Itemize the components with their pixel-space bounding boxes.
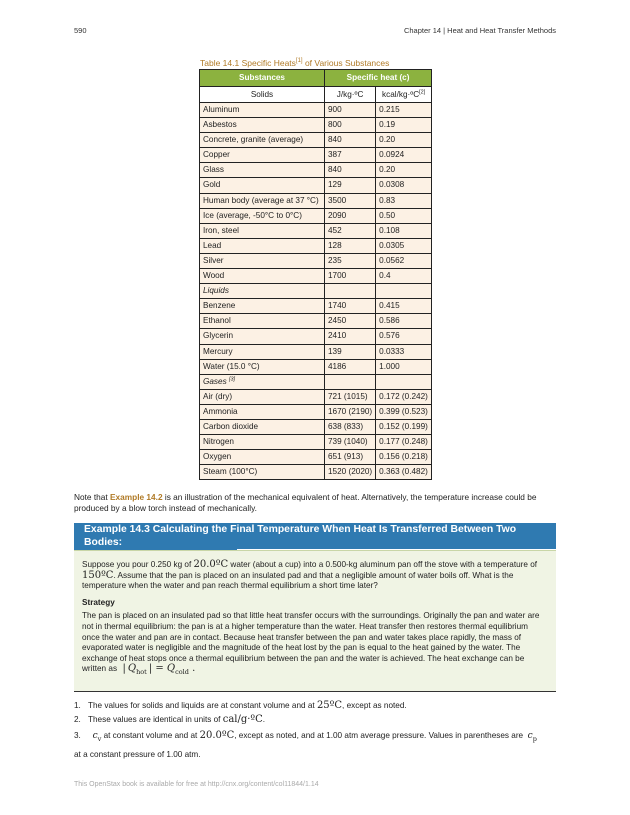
kcal-value-cell: 0.20 — [376, 133, 432, 148]
j-value-cell: 3500 — [325, 193, 376, 208]
substance-cell: Liquids — [200, 284, 325, 299]
table-row — [200, 223, 432, 238]
substance-cell: Human body (average at 37 °C) — [200, 193, 325, 208]
j-value-cell: 638 (833) — [325, 419, 376, 434]
example-title: Example 14.3 Calculating the Final Temperature When Heat Is Transferred Between Two Bodies: — [74, 523, 556, 562]
subheader-j-unit: J/kg·ºC — [325, 87, 376, 103]
j-value-cell: 1700 — [325, 269, 376, 284]
j-value-cell: 739 (1040) — [325, 435, 376, 450]
kcal-value-cell: 0.399 (0.523) — [376, 404, 432, 419]
subheader-solids: Solids — [200, 87, 325, 103]
table-row — [200, 133, 432, 148]
kcal-value-cell: 0.0562 — [376, 253, 432, 268]
j-value-cell: 840 — [325, 163, 376, 178]
substance-cell: Benzene — [200, 299, 325, 314]
j-value-cell: 1520 (2020) — [325, 465, 376, 480]
chapter-header: Chapter 14 | Heat and Heat Transfer Methods — [403, 26, 556, 35]
footnote-link-1[interactable]: [1] — [295, 58, 303, 65]
table-row — [200, 344, 432, 359]
table-row — [200, 118, 432, 133]
kcal-value-cell: 0.156 (0.218) — [376, 450, 432, 465]
table-row — [200, 163, 432, 178]
substance-cell: Glycerin — [200, 329, 325, 344]
j-value-cell: 4186 — [325, 359, 376, 374]
j-value-cell: 651 (913) — [325, 450, 376, 465]
table-row — [200, 374, 432, 389]
kcal-value-cell: 0.576 — [376, 329, 432, 344]
note-paragraph: Note that Example 14.2 is an illustration of the mechanical equivalent of heat. Alternatively, the temperature increase could be produced by a blow torch instead of mechanically. — [74, 492, 537, 513]
example-problem: Suppose you pour 0.250 kg of 20.0ºC water (about a cup) into a 0.500-kg aluminum pan off the stove with a temperature of 150ºC. Assume that the pan is placed on an insulated pad and that a negligible amount of water boils off. What is the temperature when the water and pan reach thermal equilibrium a short time later? — [82, 559, 538, 591]
j-value-cell — [325, 284, 376, 299]
footnote-link-2[interactable]: [2] — [419, 89, 426, 96]
substance-cell: Steam (100°C) — [200, 465, 325, 480]
kcal-value-cell: 0.108 — [376, 223, 432, 238]
j-value-cell: 139 — [325, 344, 376, 359]
kcal-value-cell: 0.19 — [376, 118, 432, 133]
example-body — [82, 560, 548, 678]
header-substances: Substances — [200, 70, 325, 87]
substance-cell: Oxygen — [200, 450, 325, 465]
substance-cell: Silver — [200, 253, 325, 268]
kcal-value-cell: 0.0924 — [376, 148, 432, 163]
kcal-value-cell: 1.000 — [376, 359, 432, 374]
kcal-value-cell: 0.0308 — [376, 178, 432, 193]
j-value-cell: 721 (1015) — [325, 389, 376, 404]
kcal-value-cell: 0.83 — [376, 193, 432, 208]
j-value-cell — [325, 374, 376, 389]
table-row — [200, 238, 432, 253]
kcal-value-cell: 0.0305 — [376, 238, 432, 253]
table-row — [200, 465, 432, 480]
example-14-2-link[interactable]: Example 14.2 — [109, 492, 163, 502]
substance-cell: Asbestos — [200, 118, 325, 133]
substance-cell: Air (dry) — [200, 389, 325, 404]
table-row — [200, 269, 432, 284]
j-value-cell: 235 — [325, 253, 376, 268]
table-row — [200, 435, 432, 450]
footnote-1: 1. The values for solids and liquids are at constant volume and at 25ºC, except as noted. — [74, 700, 407, 711]
j-value-cell: 387 — [325, 148, 376, 163]
substance-cell: Glass — [200, 163, 325, 178]
kcal-value-cell: 0.415 — [376, 299, 432, 314]
table-row — [200, 178, 432, 193]
subheader-kcal-unit: kcal/kg·ºC[2] — [376, 87, 432, 103]
substance-cell: Iron, steel — [200, 223, 325, 238]
specific-heats-table — [199, 69, 432, 480]
substance-cell: Aluminum — [200, 103, 325, 118]
table-row — [200, 404, 432, 419]
j-value-cell: 128 — [325, 238, 376, 253]
table-row — [200, 284, 432, 299]
page-footer: This OpenStax book is available for free at http://cnx.org/content/col11844/1.14 — [74, 781, 319, 788]
table-row — [200, 148, 432, 163]
kcal-value-cell — [376, 374, 432, 389]
heat-exchange-equation: | $Q_{hot}$ | = $Q_{cold}$ . — [119, 663, 196, 677]
kcal-value-cell: 0.20 — [376, 163, 432, 178]
substance-cell: Water (15.0 °C) — [200, 359, 325, 374]
footnote-3: 3. $c_v$ at constant volume and at 20.0ºC, except as noted, and at 1.00 atm average pressure. Values in parentheses are $c_p$ at a constant pressure of 1.00 atm. — [74, 730, 537, 759]
substance-cell: Nitrogen — [200, 435, 325, 450]
table-row — [200, 450, 432, 465]
substance-cell: Wood — [200, 269, 325, 284]
substance-cell: Ice (average, -50°C to 0°C) — [200, 208, 325, 223]
substance-cell: Ethanol — [200, 314, 325, 329]
substance-cell: Lead — [200, 238, 325, 253]
table-row — [200, 359, 432, 374]
kcal-value-cell: 0.50 — [376, 208, 432, 223]
table-row — [200, 103, 432, 118]
table-row — [200, 329, 432, 344]
j-value-cell: 840 — [325, 133, 376, 148]
table-row — [200, 314, 432, 329]
j-value-cell: 1670 (2190) — [325, 404, 376, 419]
substance-cell: Carbon dioxide — [200, 419, 325, 434]
substance-cell: Ammonia — [200, 404, 325, 419]
j-value-cell: 452 — [325, 223, 376, 238]
footnote-2: 2. These values are identical in units of cal/g·ºC. — [74, 714, 266, 725]
header-specific-heat: Specific heat (c) — [325, 70, 432, 87]
substance-cell: Mercury — [200, 344, 325, 359]
table-subheader-row — [200, 87, 432, 103]
j-value-cell: 800 — [325, 118, 376, 133]
table-row — [200, 253, 432, 268]
table-row — [200, 299, 432, 314]
j-value-cell: 900 — [325, 103, 376, 118]
substance-cell: Concrete, granite (average) — [200, 133, 325, 148]
j-value-cell: 1740 — [325, 299, 376, 314]
kcal-value-cell: 0.172 (0.242) — [376, 389, 432, 404]
substance-cell: Copper — [200, 148, 325, 163]
table-row — [200, 419, 432, 434]
kcal-value-cell: 0.586 — [376, 314, 432, 329]
table-row — [200, 208, 432, 223]
j-value-cell: 2410 — [325, 329, 376, 344]
j-value-cell: 2450 — [325, 314, 376, 329]
substance-cell: Gases [3] — [200, 374, 325, 389]
table-row — [200, 193, 432, 208]
table-header-row — [200, 70, 432, 87]
kcal-value-cell: 0.0333 — [376, 344, 432, 359]
kcal-value-cell: 0.152 (0.199) — [376, 419, 432, 434]
kcal-value-cell — [376, 284, 432, 299]
kcal-value-cell: 0.177 (0.248) — [376, 435, 432, 450]
table-caption: Table 14.1 Specific Heats[1] of Various Substances — [200, 58, 390, 68]
j-value-cell: 129 — [325, 178, 376, 193]
strategy-heading: Strategy — [82, 597, 115, 607]
page-number: 590 — [74, 26, 87, 35]
kcal-value-cell: 0.4 — [376, 269, 432, 284]
footnote-link-3[interactable]: [3] — [228, 375, 236, 382]
strategy-text: The pan is placed on an insulated pad so that little heat transfer occurs with the surroundings. Originally the pan and water are not in thermal equilibrium: the pan is at a higher temperature than the water. Heat transfer then restores thermal equilibrium once the water and pan are in contact. Because heat transfer between the pan and water takes place rapidly, the mass of evaporated water is negligible and the magnitude of the heat lost by the pan is equal to the heat gained by the water. The exchange of heat stops once a thermal equilibrium between the pan and the water is achieved. The heat exchange can be written as | $Q_{hot}$ | = $Q_{cold}$ . — [82, 611, 540, 677]
substance-cell: Gold — [200, 178, 325, 193]
kcal-value-cell: 0.215 — [376, 103, 432, 118]
kcal-value-cell: 0.363 (0.482) — [376, 465, 432, 480]
table-row — [200, 389, 432, 404]
j-value-cell: 2090 — [325, 208, 376, 223]
